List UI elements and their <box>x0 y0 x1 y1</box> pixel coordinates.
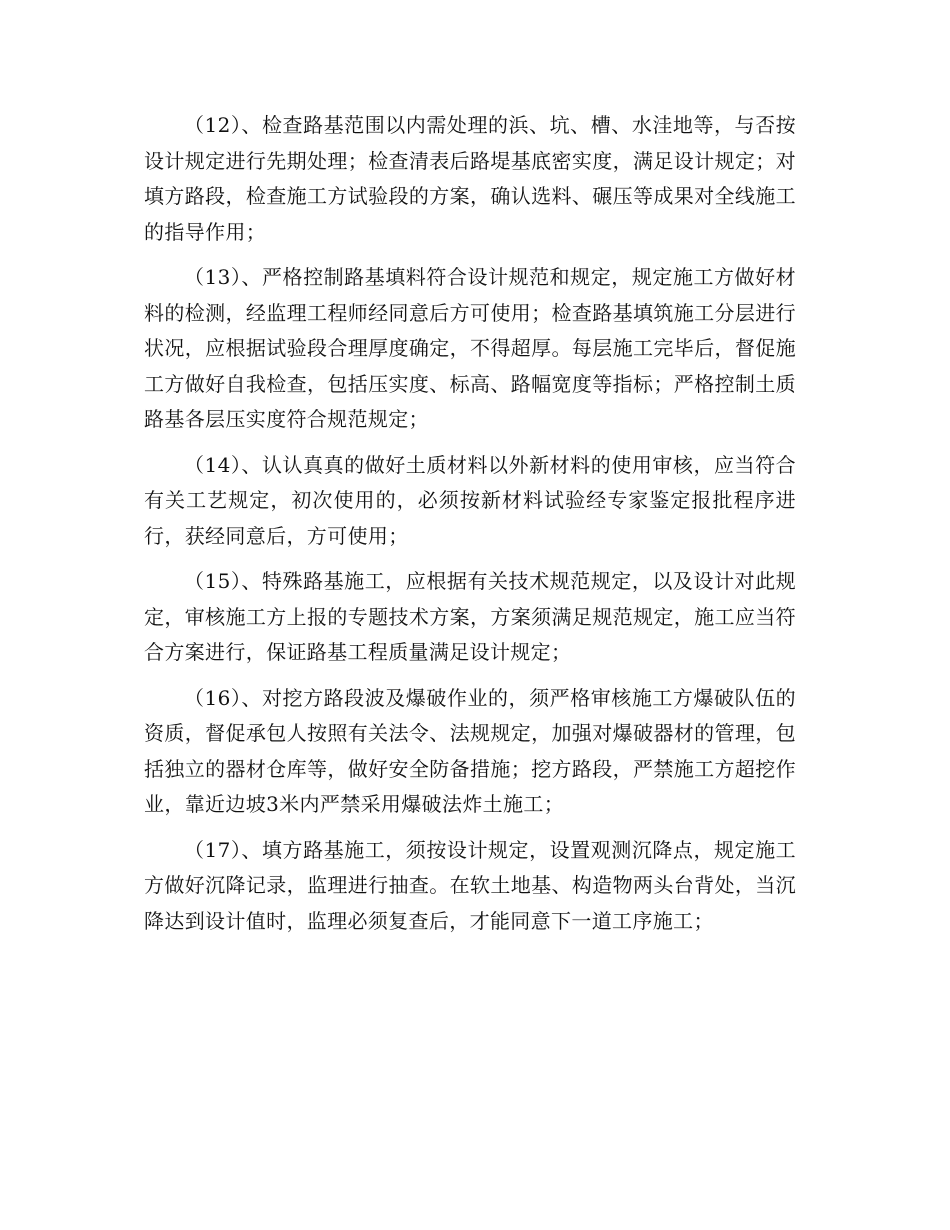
paragraph-16: （16）、对挖方路段波及爆破作业的，须严格审核施工方爆破队伍的资质，督促承包人按照有关法令、法规规定，加强对爆破器材的管理，包括独立的器材仓库等，做好安全防备措施；挖方路段，严禁施工方超挖作业，靠近边坡3米内严禁采用爆破法炸土施工； <box>144 685 796 816</box>
document-body <box>144 108 796 939</box>
paragraph-17: （17）、填方路基施工，须按设计规定，设置观测沉降点，规定施工方做好沉降记录，监理进行抽查。在软土地基、构造物两头台背处，当沉降达到设计值时，监理必须复查后，才能同意下一道工序施工； <box>144 837 796 933</box>
paragraph-12: （12）、检查路基范围以内需处理的浜、坑、槽、水洼地等，与否按设计规定进行先期处理；检查清表后路堤基底密实度，满足设计规定；对填方路段，检查施工方试验段的方案，确认选料、碾压等成果对全线施工的指导作用； <box>144 113 796 244</box>
paragraph-14: （14）、认认真真的做好土质材料以外新材料的使用审核，应当符合有关工艺规定，初次使用的，必须按新材料试验经专家鉴定报批程序进行，获经同意后，方可使用； <box>144 452 796 548</box>
paragraph-13: （13）、严格控制路基填料符合设计规范和规定，规定施工方做好材料的检测，经监理工程师经同意后方可使用；检查路基填筑施工分层进行状况，应根据试验段合理厚度确定，不得超厚。每层施工完毕后，督促施工方做好自我检查，包括压实度、标高、路幅宽度等指标；严格控制土质路基各层压实度符合规范规定； <box>144 265 796 431</box>
paragraph-15: （15）、特殊路基施工，应根据有关技术规范规定，以及设计对此规定，审核施工方上报的专题技术方案，方案须满足规范规定，施工应当符合方案进行，保证路基工程质量满足设计规定； <box>144 569 796 664</box>
